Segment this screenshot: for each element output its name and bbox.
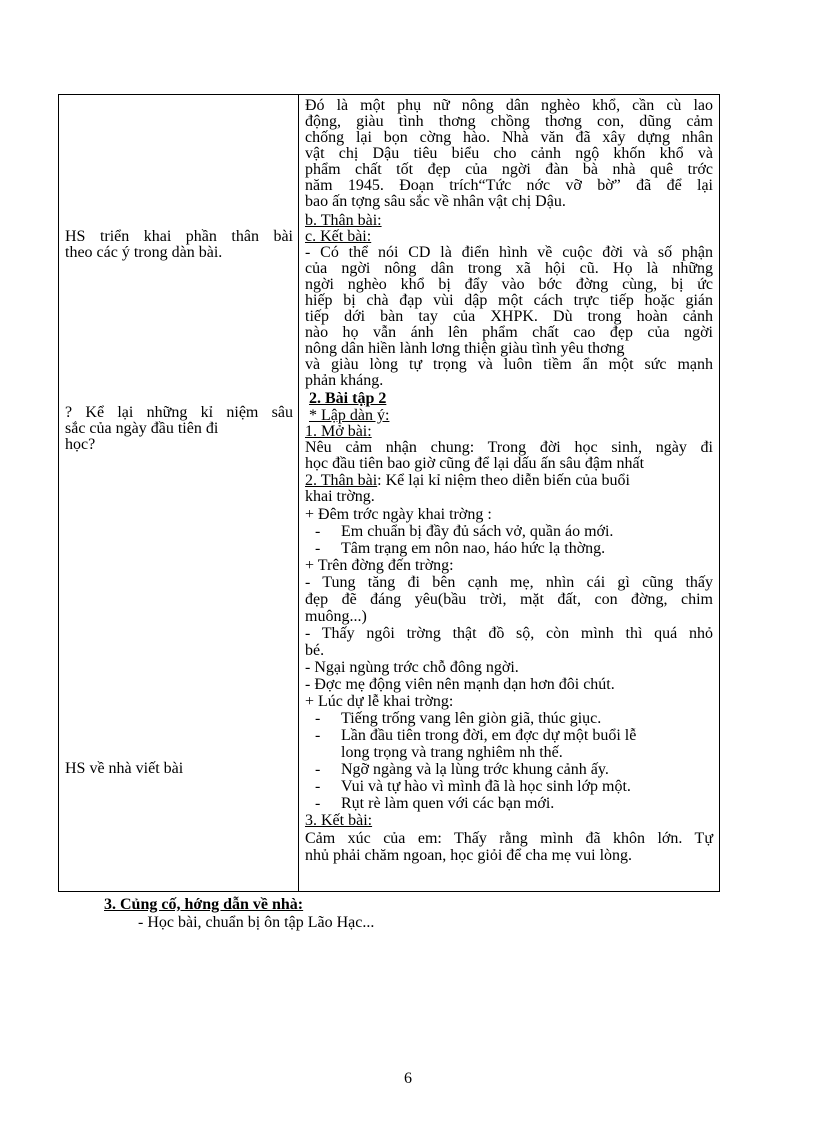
lap-dan-y-heading: * Lập dàn ý: — [309, 407, 390, 424]
list-item: - Tâm trạng em nôn nao, háo hức lạ thờng. — [315, 540, 606, 557]
than-bai-2-line — [305, 473, 630, 489]
tren-duong-heading: + Trên đờng đến trờng: — [305, 557, 454, 574]
list-item: - Tiếng trống vang lên giòn giã, thúc giục. — [315, 710, 602, 727]
page-number: 6 — [404, 1070, 412, 1087]
body-text-line: đẹp đẽ đáng yêu(bầu trời, mặt đất, con đờng, chim — [305, 591, 713, 608]
list-item: - Vui và tự hào vì mình đã là học sinh lớp một. — [315, 778, 631, 795]
left-text-line: học? — [65, 436, 96, 453]
content-column — [299, 95, 719, 891]
than-bai-2-heading: 2. Thân bài — [305, 472, 378, 489]
body-text-line: học đầu tiên bao giờ cũng để lại dấu ấn sâu đậm nhất — [305, 455, 645, 472]
body-text-line: phẩm chất tốt đẹp của ngời đàn bà nhà quê trớc — [305, 161, 713, 178]
body-text-line: nào họ vẫn ánh lên phẩm chất cao đẹp của ngời — [305, 324, 713, 341]
list-item: - Lần đầu tiên trong đời, em đợc dự một buổi lễ — [315, 727, 637, 744]
luc-du-le-heading: + Lúc dự lễ khai trờng: — [305, 693, 454, 710]
body-text-line: Đó là một phụ nữ nông dân nghèo khổ, cần cù lao — [305, 97, 713, 114]
body-text-line: hiếp bị chà đạp vùi dập một cách trực tiếp hoặc gián — [305, 292, 713, 309]
body-text-line: năm 1945. Đoạn trích“Tức nớc vỡ bờ” đã để lại — [305, 177, 713, 194]
body-text-line: bao ấn tợng sâu sắc về nhân vật chị Dậu. — [305, 193, 566, 210]
footer-text: - Học bài, chuẩn bị ôn tập Lão Hạc... — [138, 914, 375, 931]
ket-bai-heading: c. Kết bài: — [305, 228, 372, 245]
lesson-table — [58, 94, 720, 892]
body-text-line: - Ngại ngùng trớc chỗ đông ngời. — [305, 659, 519, 676]
body-text-line: - Tung tăng đi bên cạnh mẹ, nhìn cái gì cũng thấy — [305, 574, 713, 591]
bai-tap-heading: 2. Bài tập 2 — [309, 390, 387, 407]
body-text-line: động, giàu tình thơng chồng thơng con, dũng cảm — [305, 113, 713, 130]
body-text-line: chống lại bọn cờng hào. Nhà văn đã xây dựng nhân — [305, 129, 713, 146]
body-text-line: tiếp dới bàn tay của XHPK. Dù trong hoàn cảnh — [305, 308, 713, 325]
body-text-line: phản kháng. — [305, 372, 384, 389]
than-bai-2-text: : Kể lại kỉ niệm theo diễn biến của buổi — [377, 472, 630, 489]
list-item: - Rụt rè làm quen với các bạn mới. — [315, 795, 555, 812]
body-text-line: bé. — [305, 642, 325, 659]
list-item-continued: long trọng và trang nghiêm nh thế. — [341, 744, 563, 761]
body-text-line: nông dân hiền lành lơng thiện giàu tình yêu thơng — [305, 340, 625, 357]
ket-bai-2-heading: 3. Kết bài: — [305, 812, 373, 829]
body-text-line: khai trờng. — [305, 488, 375, 505]
body-text-line: Nêu cảm nhận chung: Trong đời học sinh, ngày đi — [305, 439, 713, 456]
body-text-line: Cảm xúc của em: Thấy rằng mình đã khôn lớn. Tự — [305, 830, 713, 847]
list-item: - Em chuẩn bị đầy đủ sách vở, quần áo mới. — [315, 523, 614, 540]
footer-heading: 3. Củng cố, hớng dẫn về nhà: — [104, 896, 304, 913]
left-text-line: theo các ý trong dàn bài. — [65, 244, 223, 261]
left-text-line: HS về nhà viết bài — [65, 760, 184, 777]
body-text-line: ngời nghèo khổ bị đẩy vào bớc đờng cùng, bị ức — [305, 276, 713, 293]
left-text-line: HS triển khai phần thân bài — [65, 228, 293, 245]
teacher-activity-column — [59, 95, 298, 891]
body-text-line: - Thấy ngôi trờng thật đồ sộ, còn mình thì quá nhỏ — [305, 625, 713, 642]
body-text-line: nhủ phải chăm ngoan, học giỏi để cha mẹ vui lòng. — [305, 847, 633, 864]
body-text-line: và giàu lòng tự trọng và luôn tiềm ẩn một sức mạnh — [305, 356, 713, 373]
body-text-line: vật chị Dậu tiêu biểu cho cảnh ngộ khốn khổ và — [305, 145, 713, 162]
body-text-line: - Đợc mẹ động viên nên mạnh dạn hơn đôi chút. — [305, 676, 615, 693]
than-bai-heading: b. Thân bài: — [305, 212, 382, 229]
dem-truoc-heading: + Đêm trớc ngày khai trờng : — [305, 506, 492, 523]
left-text-line: ? Kể lại những kỉ niệm sâu — [65, 404, 293, 421]
list-item: - Ngỡ ngàng và lạ lùng trớc khung cảnh ấy. — [315, 761, 609, 778]
mo-bai-heading: 1. Mở bài: — [305, 423, 372, 440]
left-text-line: sắc của ngày đầu tiên đi — [65, 420, 219, 437]
body-text-line: muông...) — [305, 608, 367, 625]
body-text-line: của ngời nông dân trong xã hội cũ. Họ là những — [305, 260, 713, 277]
body-text-line: - Có thể nói CD là điển hình về cuộc đời và số phận — [305, 244, 713, 261]
